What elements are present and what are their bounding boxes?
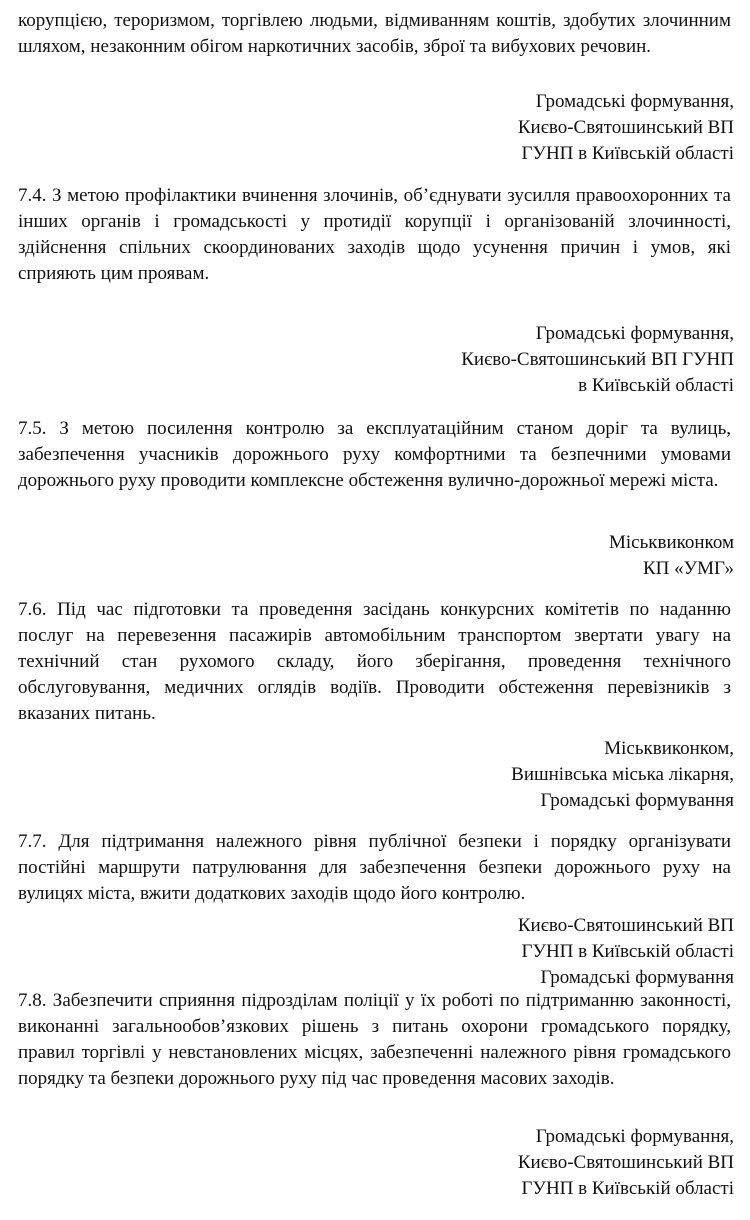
item-7-7-responsible-block xyxy=(314,913,734,991)
responsible-line: Громадські формування, xyxy=(535,1126,734,1147)
item-7-7-paragraph: 7.7. Для підтримання належного рівня публічної безпеки і порядку організувати постійні маршрути патрулювання для забезпечення безпеки дорожнього руху на вулицях міста, вжити додаткових заходів щодо його контролю. xyxy=(18,831,731,904)
responsible-line: Громадські формування, xyxy=(535,91,734,112)
intro-responsible-block xyxy=(314,89,734,167)
item-7-5-paragraph: 7.5. З метою посилення контролю за експлуатаційним станом доріг та вулиць, забезпечення учасників дорожнього руху комфортними та безпечними умовами дорожнього руху проводити комплексне обстеження вулично-дорожньої мережі міста. xyxy=(18,418,731,491)
responsible-line: КП «УМГ» xyxy=(642,558,734,579)
responsible-line: Вишнівська міська лікарня, xyxy=(511,764,734,785)
responsible-line: ГУНП в Київській області xyxy=(521,941,734,962)
responsible-line: ГУНП в Київській області xyxy=(521,1178,734,1199)
responsible-line: Міськвиконком, xyxy=(604,738,734,759)
responsible-line: Києво-Святошинський ВП xyxy=(517,915,734,936)
responsible-line: Києво-Святошинський ВП ГУНП xyxy=(461,349,734,370)
item-7-4-paragraph: 7.4. З метою профілактики вчинення злочинів, об’єднувати зусилля правоохоронних та інших органів і громадськості у протидії корупції і організованій злочинності, здійснення спільних скоординованих заходів щодо усунення причин і умов, які сприяють цим проявам. xyxy=(18,185,731,284)
item-7-6-responsible-block xyxy=(314,736,734,814)
item-7-6-paragraph: 7.6. Під час підготовки та проведення засідань конкурсних комітетів по наданню послуг на перевезення пасажирів автомобільним транспортом звертати увагу на технічний стан рухомого складу, його зберігання, проведення технічного обслуговування, медичних оглядів водіїв. Проводити обстеження перевізників з вказаних питань. xyxy=(18,599,731,724)
responsible-line: Громадські формування xyxy=(540,967,734,988)
responsible-line: Міськвиконком xyxy=(608,532,734,553)
item-7-5-responsible-block xyxy=(314,530,734,582)
responsible-line: Києво-Святошинський ВП xyxy=(517,1152,734,1173)
responsible-line: в Київській області xyxy=(578,375,734,396)
responsible-line: Громадські формування xyxy=(540,790,734,811)
intro-paragraph-fragment: корупцією, тероризмом, торгівлею людьми, відмиванням коштів, здобутих злочинним шляхом, незаконним обігом наркотичних засобів, зброї та вибухових речовин. xyxy=(18,10,731,57)
item-7-8-paragraph: 7.8. Забезпечити сприяння підрозділам поліції у їх роботі по підтриманню законності, виконанні загальнообов’язкових рішень з питань охорони громадського порядку, правил торгівлі у невстановлених місцях, забезпеченні належного рівня громадського порядку та безпеки дорожнього руху під час проведення масових заходів. xyxy=(18,990,731,1089)
responsible-line: Києво-Святошинський ВП xyxy=(517,117,734,138)
responsible-line: Громадські формування, xyxy=(535,323,734,344)
item-7-4-responsible-block xyxy=(314,321,734,399)
item-7-8-responsible-block xyxy=(314,1124,734,1202)
responsible-line: ГУНП в Київській області xyxy=(521,143,734,164)
